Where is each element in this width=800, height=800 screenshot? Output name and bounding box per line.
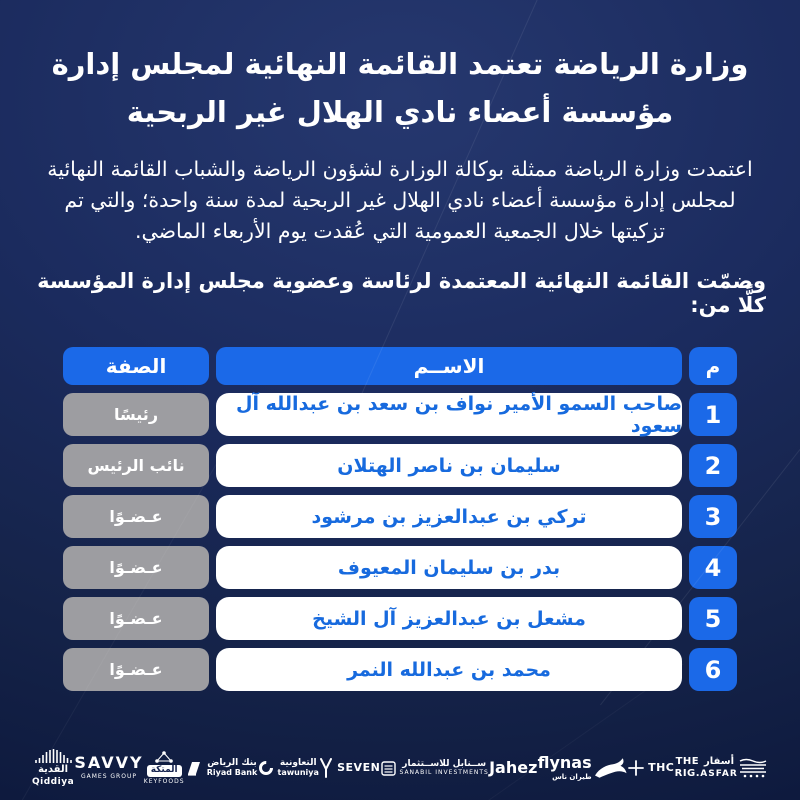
sadu-stripes-icon xyxy=(738,758,768,778)
sponsor-label: بنك الرياض xyxy=(207,757,257,768)
sponsor-label: Qiddiya xyxy=(32,776,75,787)
sponsor-label: المتكة xyxy=(147,765,182,776)
list-intro: وضمّت القائمة النهائية المعتمدة لرئاسة وعضوية مجلس إدارة المؤسسة كلًّا من: xyxy=(37,269,766,317)
sponsor-sublabel: tawuniya xyxy=(277,768,319,778)
sponsor-logo-flynas xyxy=(537,752,592,781)
sponsor-logo-seven xyxy=(319,758,380,778)
sponsor-bar xyxy=(0,749,800,787)
sponsor-sublabel: GAMES GROUP xyxy=(80,773,137,781)
sponsor-label: flynas xyxy=(537,752,592,772)
sponsor-label: القدية xyxy=(38,764,69,776)
sponsor-label: THC xyxy=(648,761,675,775)
sponsor-label: THE xyxy=(675,756,700,768)
page-title-line2: مؤسسة أعضاء نادي الهلال غير الربحية xyxy=(126,95,674,129)
page-title-line1: وزارة الرياضة تعتمد القائمة النهائية لمجلس إدارة xyxy=(51,47,749,81)
sponsor-label: Jahez xyxy=(489,757,538,777)
row-number: 5 xyxy=(689,597,737,640)
seven-y-icon xyxy=(319,758,333,778)
row-number: 2 xyxy=(689,444,737,487)
table-row xyxy=(63,444,737,487)
sponsor-sublabel: SANABIL INVESTMENTS xyxy=(399,769,489,777)
page-title xyxy=(0,0,800,136)
member-role: عـضـوًا xyxy=(63,495,209,538)
intro-paragraph: اعتمدت وزارة الرياضة ممثلة بوكالة الوزارة لشؤون الرياضة والشباب القائمة النهائية لمجلس إدارة مؤسسة أعضاء نادي الهلال غير الربحية لمدة سنة واحدة؛ والتي تم تزكيتها خلال الجمعية العمومية التي عُقدت يوم الأربعاء الماضي. xyxy=(47,157,753,243)
member-role: عـضـوًا xyxy=(63,597,209,640)
sponsor-logo-the-rig xyxy=(675,757,700,779)
member-name: سليمان بن ناصر الهتلان xyxy=(216,444,682,487)
member-role: رئيسًا xyxy=(63,393,209,436)
table-row xyxy=(63,648,737,691)
sponsor-logo-savvy xyxy=(74,755,143,780)
sponsor-logo-riyad-bank xyxy=(185,759,258,778)
sponsor-logo-thc xyxy=(628,760,674,776)
header-cell-num: م xyxy=(689,347,737,385)
sponsor-label: التعاونية xyxy=(279,757,317,768)
rotor-icon xyxy=(628,760,644,776)
network-dots-icon xyxy=(153,751,175,763)
sponsor-label: SEVEN xyxy=(337,761,381,775)
member-name: تركي بن عبدالعزيز بن مرشود xyxy=(216,495,682,538)
member-role: نائب الرئيس xyxy=(63,444,209,487)
member-role: عـضـوًا xyxy=(63,546,209,589)
member-name: صاحب السمو الأمير نواف بن سعد بن عبدالله آل سعود xyxy=(216,393,682,436)
sponsor-label: SAVVY xyxy=(74,753,144,773)
row-number: 4 xyxy=(689,546,737,589)
skyline-bars-icon xyxy=(34,749,72,763)
table-row xyxy=(63,393,737,436)
member-role: عـضـوًا xyxy=(63,648,209,691)
puma-cat-icon xyxy=(592,757,628,779)
sponsor-logo-almatkah xyxy=(144,751,185,785)
sponsor-sublabel: طيران ناس xyxy=(552,772,592,781)
member-name: محمد بن عبدالله النمر xyxy=(216,648,682,691)
row-number: 6 xyxy=(689,648,737,691)
sponsor-logo-sadu xyxy=(738,758,768,778)
row-number: 1 xyxy=(689,393,737,436)
sponsor-sublabel: RIG. xyxy=(674,768,701,780)
sponsor-sublabel: ASFAR xyxy=(700,768,738,779)
row-number: 3 xyxy=(689,495,737,538)
sponsor-logo-sanabil xyxy=(381,760,489,777)
table-header-row xyxy=(63,347,737,385)
flag-emblem-icon xyxy=(185,759,203,777)
sponsor-logo-qiddiya xyxy=(32,749,74,787)
sponsor-label: ســنابل للاســتثمار xyxy=(402,758,487,769)
sponsor-logo-puma xyxy=(592,757,628,779)
sponsor-sublabel: KEYFOODS xyxy=(143,777,185,785)
grid-square-icon xyxy=(381,761,396,776)
member-name: بدر بن سليمان المعيوف xyxy=(216,546,682,589)
sponsor-logo-tawuniya xyxy=(258,759,319,778)
open-circle-icon xyxy=(258,760,274,776)
header-cell-role: الصفة xyxy=(63,347,209,385)
table-row xyxy=(63,495,737,538)
sponsor-label: أسفار xyxy=(704,756,735,768)
board-table xyxy=(63,347,737,691)
sponsor-logo-jahez xyxy=(489,757,538,777)
member-name: مشعل بن عبدالعزيز آل الشيخ xyxy=(216,597,682,640)
header-cell-name: الاســم xyxy=(216,347,682,385)
sponsor-sublabel: Riyad Bank xyxy=(206,768,258,778)
table-row xyxy=(63,597,737,640)
sponsor-logo-asfar xyxy=(700,757,737,779)
